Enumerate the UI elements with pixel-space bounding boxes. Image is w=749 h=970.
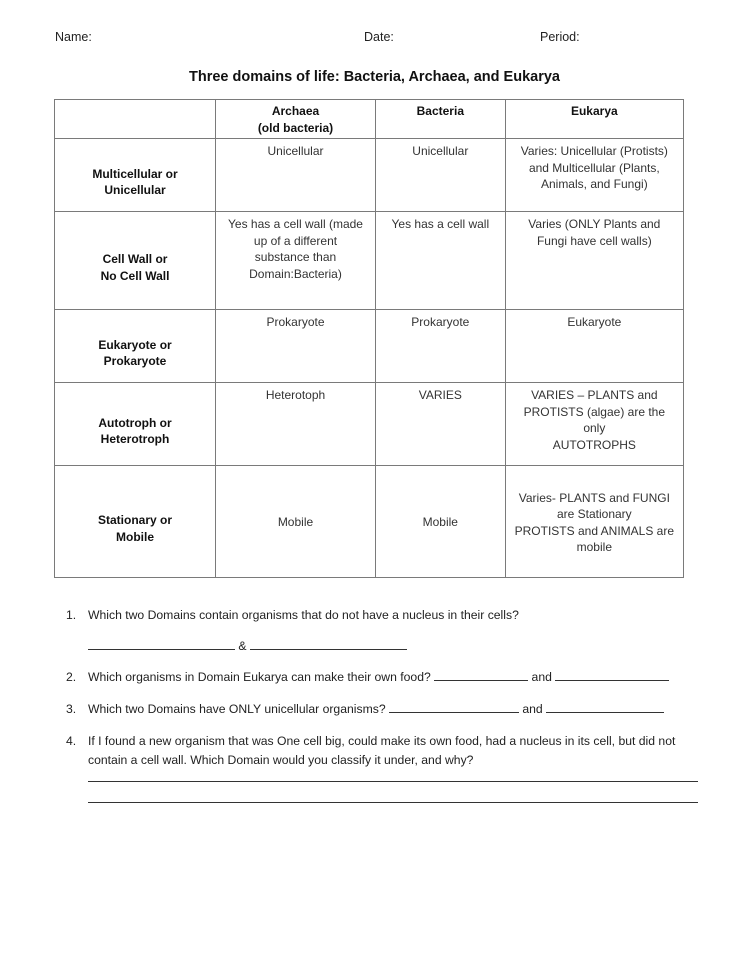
cell-text-line: VARIES (418, 388, 462, 402)
question-number: 2. (66, 670, 77, 684)
row-label (55, 310, 216, 383)
row-label-line: Cell Wall or (102, 252, 168, 266)
table-row (55, 139, 684, 212)
row-label-text (61, 415, 209, 448)
cell-bacteria (375, 466, 505, 578)
answer-blank-3b[interactable] (546, 700, 664, 713)
row-label-text (61, 337, 209, 370)
cell-text-line: Mobile (422, 515, 458, 530)
cell-text-line: PROTISTS and ANIMALS are (514, 523, 675, 538)
row-label-line: Unicellular (104, 183, 166, 197)
cell-eukarya (505, 139, 683, 212)
cell-archaea (216, 139, 376, 212)
table-row (55, 310, 684, 383)
answer-blank-1a[interactable] (88, 637, 235, 650)
question-text: Which two Domains have ONLY unicellular organisms? (88, 702, 386, 716)
page-title: Three domains of life: Bacteria, Archaea, and Eukarya (189, 69, 560, 85)
answer-joiner: and (522, 702, 543, 716)
table-header-row (55, 100, 684, 139)
cell-archaea (216, 466, 376, 578)
row-label-line: Heterotroph (100, 432, 170, 446)
cell-text-line: AUTOTROPHS (552, 437, 636, 452)
table-row (55, 383, 684, 466)
cell-text-line: Varies: Unicellular (Protists) (520, 144, 668, 158)
row-label (55, 466, 216, 578)
cell-text-line: Yes has a cell wall (made (228, 217, 363, 231)
cell-bacteria (375, 310, 505, 383)
header-eukarya-name: Eukarya (570, 104, 618, 118)
header-archaea-name: Archaea (271, 104, 320, 118)
cell-text-line: Fungi have cell walls) (536, 233, 652, 248)
answer-blank-1b[interactable] (250, 637, 407, 650)
table-row (55, 212, 684, 310)
cell-text-line: Unicellular (412, 144, 469, 158)
header-archaea-note: (old bacteria) (257, 120, 334, 135)
cell-bacteria (375, 212, 505, 310)
period-label: Period: (540, 30, 580, 44)
cell-eukarya (505, 310, 683, 383)
cell-eukarya (505, 212, 683, 310)
cell-text-line: substance than (254, 250, 337, 264)
cell-archaea (216, 383, 376, 466)
header-cell-bacteria (375, 100, 505, 139)
header-cell-empty (55, 100, 216, 139)
cell-text-line: up of a different (253, 233, 338, 248)
answer-blank-3a[interactable] (389, 700, 519, 713)
row-label (55, 139, 216, 212)
answer-blank-2b[interactable] (555, 668, 669, 681)
table-row (55, 466, 684, 578)
answer-blank-2a[interactable] (434, 668, 528, 681)
cell-text-line: Animals, and Fungi) (540, 177, 648, 191)
question-number: 3. (66, 702, 77, 716)
cell-text-line: Unicellular (267, 144, 324, 158)
question-number: 4. (66, 734, 77, 748)
cell-text-line: Varies- PLANTS and FUNGI (518, 490, 670, 505)
cell-text-line: Prokaryote (411, 315, 470, 329)
cell-bacteria (375, 383, 505, 466)
cell-archaea (216, 212, 376, 310)
date-label: Date: (364, 30, 394, 44)
name-label: Name: (55, 30, 92, 44)
cell-text-line: Varies (ONLY Plants and (528, 217, 661, 231)
header-bacteria-name: Bacteria (416, 104, 464, 118)
row-label-line: No Cell Wall (100, 268, 170, 283)
cell-text-line: PROTISTS (algae) are the only (523, 404, 666, 435)
cell-text-line: Mobile (277, 515, 314, 530)
question-text-line1: If I found a new organism that was One cell big, could make its own food, had a nucleus in its cell, but did not (88, 734, 676, 748)
row-label-line: Autotroph or (98, 415, 172, 430)
header-cell-archaea (216, 100, 376, 139)
cell-archaea (216, 310, 376, 383)
question-number: 1. (66, 608, 77, 622)
cell-text-line: Prokaryote (266, 315, 325, 329)
row-label-text (61, 251, 209, 284)
header-cell-eukarya (505, 100, 683, 139)
cell-text-line: VARIES – PLANTS and (531, 388, 658, 402)
row-label-text (61, 166, 209, 199)
cell-text-line: mobile (576, 540, 612, 554)
cell-text-line: Domain:Bacteria) (249, 266, 342, 281)
cell-text-line: are Stationary (556, 507, 632, 521)
row-label-line: Stationary or (98, 513, 173, 527)
cell-text-line: and Multicellular (Plants, (528, 160, 660, 175)
question-text: Which two Domains contain organisms that do not have a nucleus in their cells? (88, 608, 519, 622)
row-label-text (61, 512, 209, 545)
answer-line-4a[interactable] (88, 781, 698, 782)
cell-text-line: Yes has a cell wall (391, 217, 490, 231)
answer-joiner: & (238, 639, 247, 653)
domains-table (54, 99, 684, 578)
cell-text-line: Eukaryote (567, 315, 622, 329)
answer-line-4b[interactable] (88, 802, 698, 803)
answer-joiner: and (531, 670, 552, 684)
row-label (55, 383, 216, 466)
row-label (55, 212, 216, 310)
row-label-line: Prokaryote (103, 354, 167, 368)
row-label-line: Mobile (116, 529, 155, 544)
question-text-line2: contain a cell wall. Which Domain would you classify it under, and why? (88, 753, 474, 767)
cell-bacteria (375, 139, 505, 212)
cell-text-line: Heterotoph (265, 388, 326, 402)
cell-eukarya (505, 466, 683, 578)
row-label-line: Eukaryote or (98, 337, 172, 352)
question-text: Which organisms in Domain Eukarya can make their own food? (88, 670, 431, 684)
cell-eukarya (505, 383, 683, 466)
row-label-line: Multicellular or (92, 166, 178, 181)
